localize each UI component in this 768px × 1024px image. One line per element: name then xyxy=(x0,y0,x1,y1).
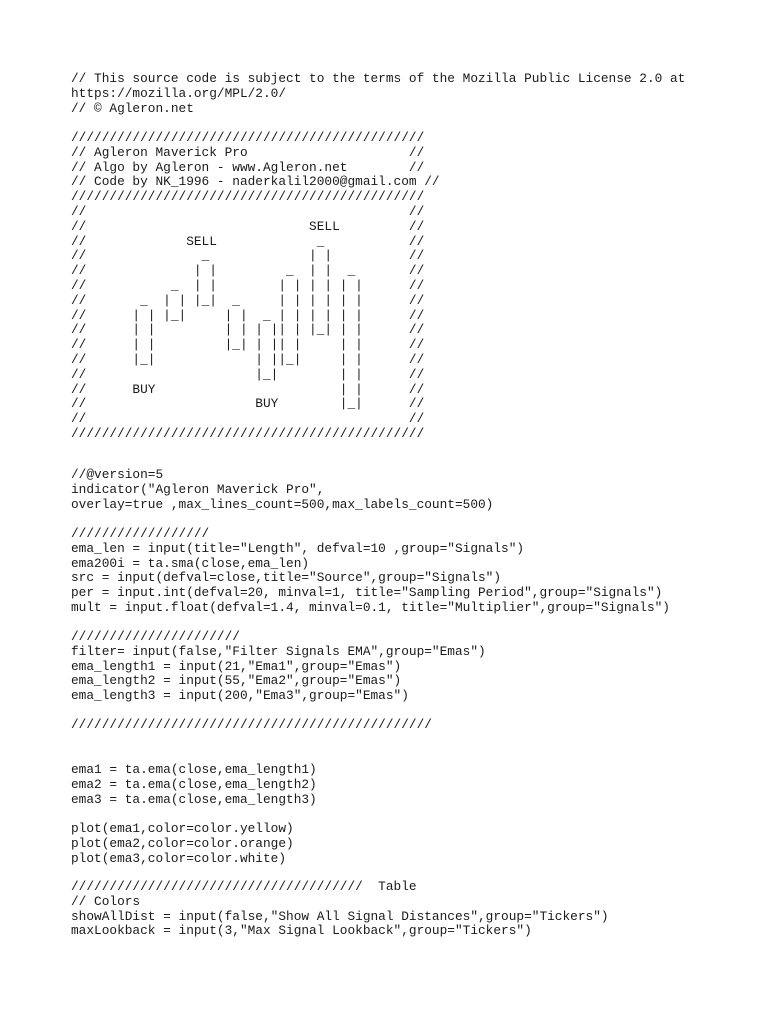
table-settings: ////////////////////////////////////// Table // Colors showAllDist = input(false,"Show All Signal Distances",group="Tickers") maxLookback = input(3,"Max Signal Lookback",group="Tickers") xyxy=(71,879,609,939)
ascii-banner: ////////////////////////////////////////////// // Agleron Maverick Pro // // Algo by Agleron - www.Agleron.net // // Code by NK_1996 - naderkalil2000@gmail.com // ////////////////////////////////////////////// // // // SELL // // SELL _ // // _ | | // // | | _ | | _ // // _ | | | | | | | | // // _ | | |_| _ | | | | | | // // | | |_| | | _ | | | | | | // // | | | | | || | |_| | | // // | | |_| | || | | | // // |_| | ||_| | | // // |_| | | // // BUY | | // // BUY |_| // // // ////////////////////////////////////////////// xyxy=(71,130,440,441)
version-declaration: //@version=5 indicator("Agleron Maverick Pro", overlay=true ,max_lines_count=500,max_labels_count=500) xyxy=(71,467,494,512)
signals-inputs: ////////////////// ema_len = input(title="Length", defval=10 ,group="Signals") ema200i = ta.sma(close,ema_len) src = input(defval=close,title="Source",group="Signals") per = input.int(defval=20, minval=1, title="Sampling Period",group="Signals") mult = input.float(defval=1.4, minval=0.1, title="Multiplier",group="Signals") xyxy=(71,526,670,615)
license-comment: // This source code is subject to the terms of the Mozilla Public License 2.0 at https://mozilla.org/MPL/2.0/ // © Agleron.net xyxy=(71,71,686,116)
emas-inputs: ////////////////////// filter= input(false,"Filter Signals EMA",group="Emas") ema_length1 = input(21,"Ema1",group="Emas") ema_length2 = input(55,"Ema2",group="Emas") ema_length3 = input(200,"Ema3",group="Emas") xyxy=(71,629,486,704)
ema-calculations: ema1 = ta.ema(close,ema_length1) ema2 = ta.ema(close,ema_length2) ema3 = ta.ema(close,ema_length3) xyxy=(71,762,317,807)
section-divider: /////////////////////////////////////////////// xyxy=(71,717,432,732)
plot-statements: plot(ema1,color=color.yellow) plot(ema2,color=color.orange) plot(ema3,color=color.white) xyxy=(71,821,294,866)
